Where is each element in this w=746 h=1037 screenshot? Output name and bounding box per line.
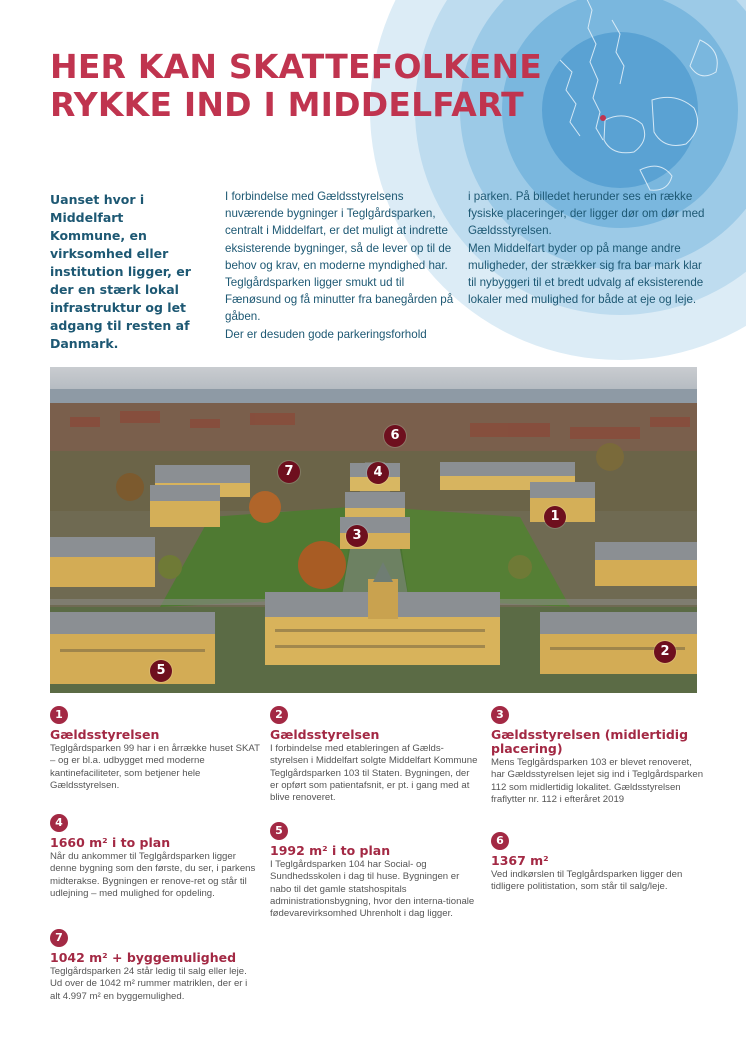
photo-marker-4: 4 (367, 462, 389, 484)
location-title: Gældsstyrelsen (50, 727, 160, 742)
location-title: Gældsstyrelsen (midlertidig placering) (491, 727, 689, 756)
location-title: Gældsstyrelsen (270, 727, 380, 742)
photo-marker-6: 6 (384, 425, 406, 447)
location-6 (491, 832, 701, 894)
headline-line-1: HER KAN SKATTEFOLKENE (50, 47, 543, 86)
location-number-badge: 5 (270, 822, 288, 840)
body-column-1 (225, 188, 455, 343)
location-title: 1660 m² i to plan (50, 835, 171, 850)
body-paragraph: Der er desuden gode parkeringsforhold (225, 327, 427, 341)
photo-marker-1: 1 (544, 506, 566, 528)
location-description: I forbindelse med etableringen af Gælds-styrelsen i Middelfart solgte Middelfart Kommune Teglgårdsparken 103 til Staten. Bygningen, der er opført som patientafsnit, er pt. i gang med at blive renoveret. (270, 743, 478, 804)
photo-marker-2: 2 (654, 641, 676, 663)
body-paragraph: i parken. På billedet herunder ses en række fysiske placeringer, der ligger dør om dør med Gældsstyrelsen. (468, 190, 705, 238)
location-7 (50, 929, 260, 1003)
location-number-badge: 2 (270, 706, 288, 724)
aerial-photo (50, 367, 697, 693)
location-title: 1042 m² + byggemulighed (50, 950, 237, 965)
body-column-2 (468, 188, 708, 308)
location-title: 1367 m² (491, 853, 549, 868)
location-description: Teglgårdsparken 99 har i en årrække huset SKAT – og er bl.a. udbygget med moderne kantinefaciliteter, som betjener hele Gældsstyrelsen. (50, 743, 260, 791)
location-title: 1992 m² i to plan (270, 843, 391, 858)
page-headline (50, 48, 542, 124)
location-description: I Teglgårdsparken 104 har Social- og Sundhedsskolen i dag til huse. Bygningen er nabo til det gamle statshospitals administrationsbygning, hvor den interna-tionale fødevarevirksomhed Uhrenholt i dag ligger. (270, 859, 475, 920)
location-description: Når du ankommer til Teglgårdsparken ligger denne bygning som den første, du ser, i parkens midterakse. Bygningen er renove-ret og står til udlejning – med mulighed for opdeling. (50, 851, 256, 899)
location-description: Mens Teglgårdsparken 103 er blevet renoveret, har Gældsstyrelsen lejet sig ind i Teglgårdsparken 112 som midlertidig lokalitet. Gældsstyrelsen fraflytter nr. 112 i efteråret 2019 (491, 757, 704, 805)
location-number-badge: 1 (50, 706, 68, 724)
lead-paragraph: Uanset hvor i Middelfart Kommune, en virksomhed eller institution ligger, er der en stærk lokal infrastruktur og let adgang til resten af Danmark. (50, 192, 191, 351)
location-description: Teglgårdsparken 24 står ledig til salg eller leje. Ud over de 1042 m² rummer matriklen, der er i alt 4.997 m² en byggemulighed. (50, 966, 248, 1002)
body-paragraph: Men Middelfart byder op på mange andre muligheder, der strækker sig fra bar mark klar til nybyggeri til et bredt udvalg af eksisterende lokaler med mulighed for både at eje og leje. (468, 241, 704, 307)
location-number-badge: 4 (50, 814, 68, 832)
location-3 (491, 706, 706, 806)
location-5 (270, 822, 480, 920)
photo-marker-3: 3 (346, 525, 368, 547)
photo-marker-5: 5 (150, 660, 172, 682)
headline-line-2: RYKKE IND I MIDDELFART (50, 85, 524, 124)
location-1 (50, 706, 260, 792)
aerial-photo-illustration (50, 367, 697, 693)
location-number-badge: 6 (491, 832, 509, 850)
body-paragraph: I forbindelse med Gældsstyrelsens nuværende bygninger i Teglgårdsparken, centralt i Middelfart, er det muligt at indrette eksisterende bygninger, så de lever op til de behov og krav, en moderne myndighed har. Teglgårdsparken ligger smukt ud til Fænøsund og få minutter fra banegården på gåben. (225, 190, 454, 324)
location-2 (270, 706, 480, 804)
location-number-badge: 7 (50, 929, 68, 947)
location-number-badge: 3 (491, 706, 509, 724)
location-description: Ved indkørslen til Teglgårdsparken ligger den tidligere politistation, som står til salg/leje. (491, 869, 683, 893)
photo-marker-7: 7 (278, 461, 300, 483)
location-4 (50, 814, 260, 900)
